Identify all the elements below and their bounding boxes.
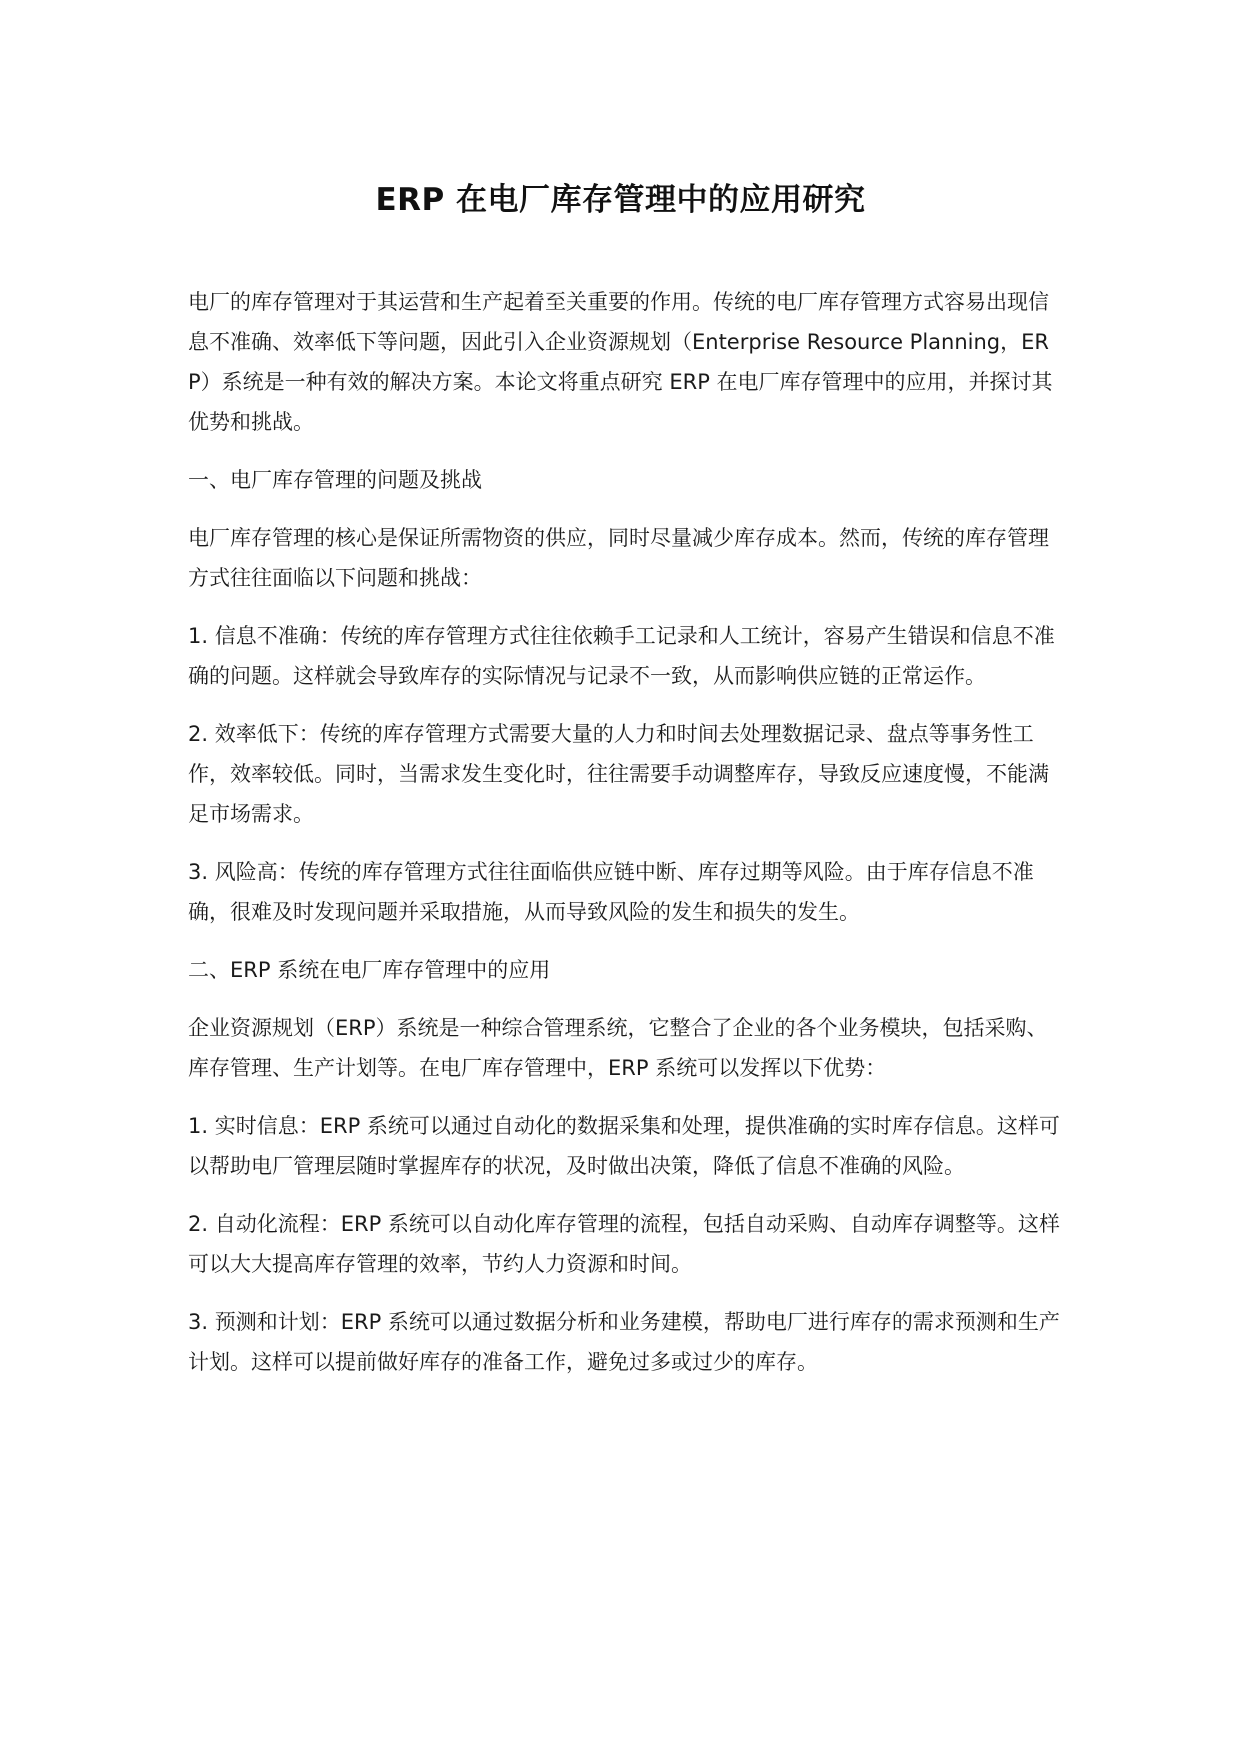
section-1-item-1: 1. 信息不准确：传统的库存管理方式往往依赖手工记录和人工统计，容易产生错误和信息不准确的问题。这样就会导致库存的实际情况与记录不一致，从而影响供应链的正常运作。	[188, 624, 1055, 688]
section-1-intro: 电厂库存管理的核心是保证所需物资的供应，同时尽量减少库存成本。然而，传统的库存管理方式往往面临以下问题和挑战：	[188, 526, 1049, 590]
document-title: ERP 在电厂库存管理中的应用研究	[375, 182, 866, 218]
section-2-heading: 二、ERP 系统在电厂库存管理中的应用	[188, 958, 551, 982]
section-2-intro: 企业资源规划（ERP）系统是一种综合管理系统，它整合了企业的各个业务模块，包括采购、库存管理、生产计划等。在电厂库存管理中，ERP 系统可以发挥以下优势：	[188, 1016, 1048, 1080]
section-2-item-2: 2. 自动化流程：ERP 系统可以自动化库存管理的流程，包括自动采购、自动库存调整等。这样可以大大提高库存管理的效率，节约人力资源和时间。	[188, 1212, 1060, 1276]
document-body	[188, 282, 1068, 1400]
section-2-item-3: 3. 预测和计划：ERP 系统可以通过数据分析和业务建模，帮助电厂进行库存的需求预测和生产计划。这样可以提前做好库存的准备工作，避免过多或过少的库存。	[188, 1310, 1060, 1374]
intro-paragraph: 电厂的库存管理对于其运营和生产起着至关重要的作用。传统的电厂库存管理方式容易出现信息不准确、效率低下等问题，因此引入企业资源规划（Enterprise Resource Planning，ERP）系统是一种有效的解决方案。本论文将重点研究 ERP 在电厂库存管理中的应用，并探讨其优势和挑战。	[188, 290, 1053, 434]
section-1-heading: 一、电厂库存管理的问题及挑战	[188, 468, 482, 492]
section-1-item-2: 2. 效率低下：传统的库存管理方式需要大量的人力和时间去处理数据记录、盘点等事务性工作，效率较低。同时，当需求发生变化时，往往需要手动调整库存，导致反应速度慢，不能满足市场需求。	[188, 722, 1049, 826]
section-1-item-3: 3. 风险高：传统的库存管理方式往往面临供应链中断、库存过期等风险。由于库存信息不准确，很难及时发现问题并采取措施，从而导致风险的发生和损失的发生。	[188, 860, 1034, 924]
section-2-item-1: 1. 实时信息：ERP 系统可以通过自动化的数据采集和处理，提供准确的实时库存信息。这样可以帮助电厂管理层随时掌握库存的状况，及时做出决策，降低了信息不准确的风险。	[188, 1114, 1060, 1178]
